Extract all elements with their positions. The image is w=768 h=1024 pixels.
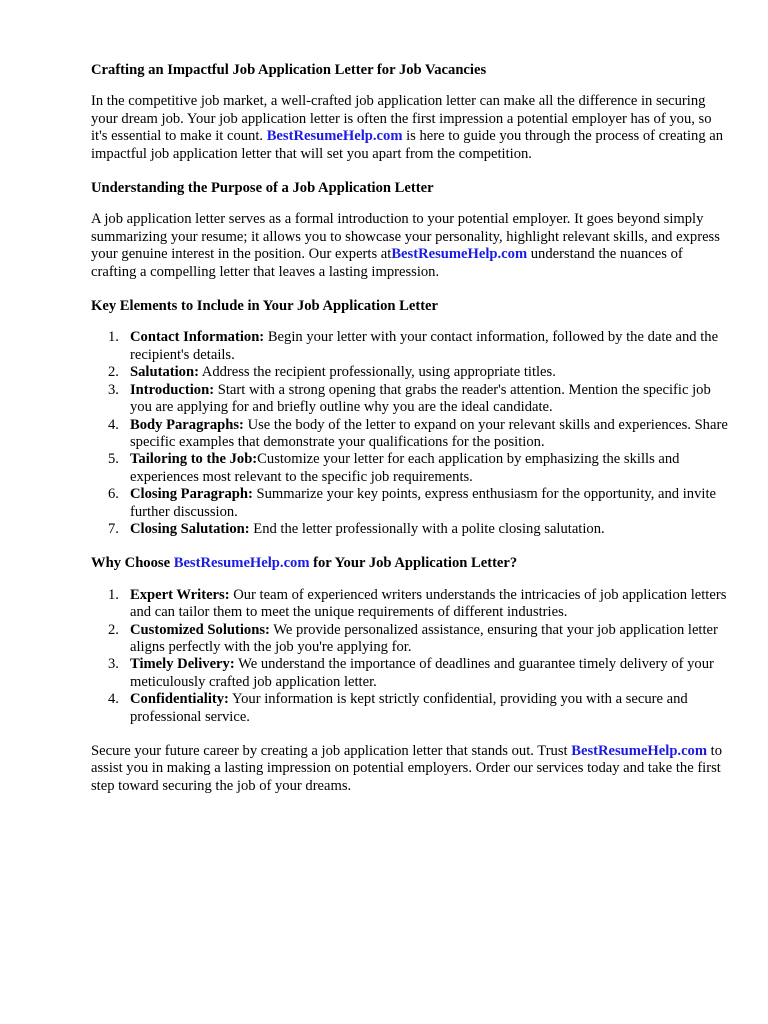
purpose-text-after: understand the nuances of crafting a compelling letter that leaves a lasting impression. [91,246,683,280]
list-item [91,521,731,538]
intro-text-before: In the competitive job market, a well-crafted job application letter can make all the difference in securing your dream job. Your job application letter is often the first impression a potential employer has of you, so it's essential to make it count. [91,93,712,145]
list-number: 7. [108,520,119,537]
purpose-paragraph [91,211,731,281]
why-heading [91,555,731,572]
list-text: Start with a strong opening that grabs the reader's attention. Mention the specific job you are applying for and briefly outline why you are the ideal candidate. [130,381,711,416]
closing-text-before: Secure your future career by creating a job application letter that stands out. Trust [91,743,572,759]
list-item [91,691,731,726]
list-text: Summarize your key points, express enthusiasm for the opportunity, and invite further discussion. [130,486,716,520]
list-text: Use the body of the letter to expand on your relevant skills and experiences. Share specific examples that demonstrate your qualifications for the position. [130,416,728,450]
list-item [91,364,731,381]
closing-site-link[interactable]: BestResumeHelp.com [571,743,708,759]
purpose-heading: Understanding the Purpose of a Job Application Letter [91,180,434,197]
list-term: Salutation: [130,364,199,381]
list-text: We provide personalized assistance, ensuring that your job application letter aligns perfectly with the job you're applying for. [130,621,718,655]
list-term: Expert Writers: [130,586,230,603]
list-text: Our team of experienced writers understands the intricacies of job application letters and can tailor them to meet the unique requirements of different industries. [130,586,727,621]
list-number: 2. [108,364,119,381]
why-heading-after: for Your Job Application Letter? [309,555,518,572]
list-term: Contact Information: [130,329,265,346]
list-text: We understand the importance of deadlines and guarantee timely delivery of your meticulously crafted job application letter. [130,656,714,690]
page-title: Crafting an Impactful Job Application Letter for Job Vacancies [91,62,487,78]
list-term: Closing Salutation: [130,520,250,537]
list-number: 1. [108,586,119,603]
list-text: Begin your letter with your contact information, followed by the date and the recipient's details. [130,329,719,363]
list-number: 6. [108,486,119,503]
list-item [91,656,731,691]
intro-site-link[interactable]: BestResumeHelp.com [266,128,403,145]
intro-text-after: is here to guide you through the process of creating an impactful job application letter that will set you apart from the competition. [91,128,724,162]
list-term: Body Paragraphs: [130,416,244,433]
list-item [91,382,731,417]
list-item [91,451,731,486]
document-body [91,62,731,795]
list-text: End the letter professionally with a polite closing salutation. [249,520,605,537]
elements-heading: Key Elements to Include in Your Job Application Letter [91,298,439,315]
list-item [91,587,731,622]
list-term: Closing Paragraph: [130,486,253,503]
list-item [91,417,731,452]
purpose-text-before: A job application letter serves as a formal introduction to your potential employer. It goes beyond simply summarizing your resume; it allows you to showcase your personality, highlight relevant skills, and express your genuine interest in the position. Our experts at [91,211,720,263]
list-number: 1. [108,329,119,346]
list-text: Your information is kept strictly confidential, providing you with a secure and professional service. [130,691,688,725]
why-list [91,587,731,726]
list-number: 5. [108,451,119,468]
why-heading-site-link[interactable]: BestResumeHelp.com [173,555,310,572]
list-item [91,622,731,657]
list-term: Introduction: [130,381,215,398]
purpose-site-link[interactable]: BestResumeHelp.com [391,246,528,263]
list-item [91,329,731,364]
list-term: Confidentiality: [130,691,229,708]
list-term: Tailoring to the Job: [130,451,258,468]
closing-paragraph [91,743,731,795]
list-text: Customize your letter for each application by emphasizing the skills and experiences most relevant to the specific job requirements. [130,451,680,485]
list-number: 4. [108,691,119,708]
list-number: 3. [108,381,119,398]
elements-list [91,329,731,538]
list-number: 4. [108,416,119,433]
intro-paragraph [91,93,731,163]
list-text: Address the recipient professionally, using appropriate titles. [198,364,556,381]
list-term: Customized Solutions: [130,621,270,638]
list-number: 2. [108,621,119,638]
list-term: Timely Delivery: [130,656,235,673]
list-item [91,486,731,521]
why-heading-before: Why Choose [91,555,174,572]
closing-text-after: to assist you in making a lasting impression on potential employers. Order our services today and take the first step toward securing the job of your dreams. [91,743,723,794]
list-number: 3. [108,656,119,673]
